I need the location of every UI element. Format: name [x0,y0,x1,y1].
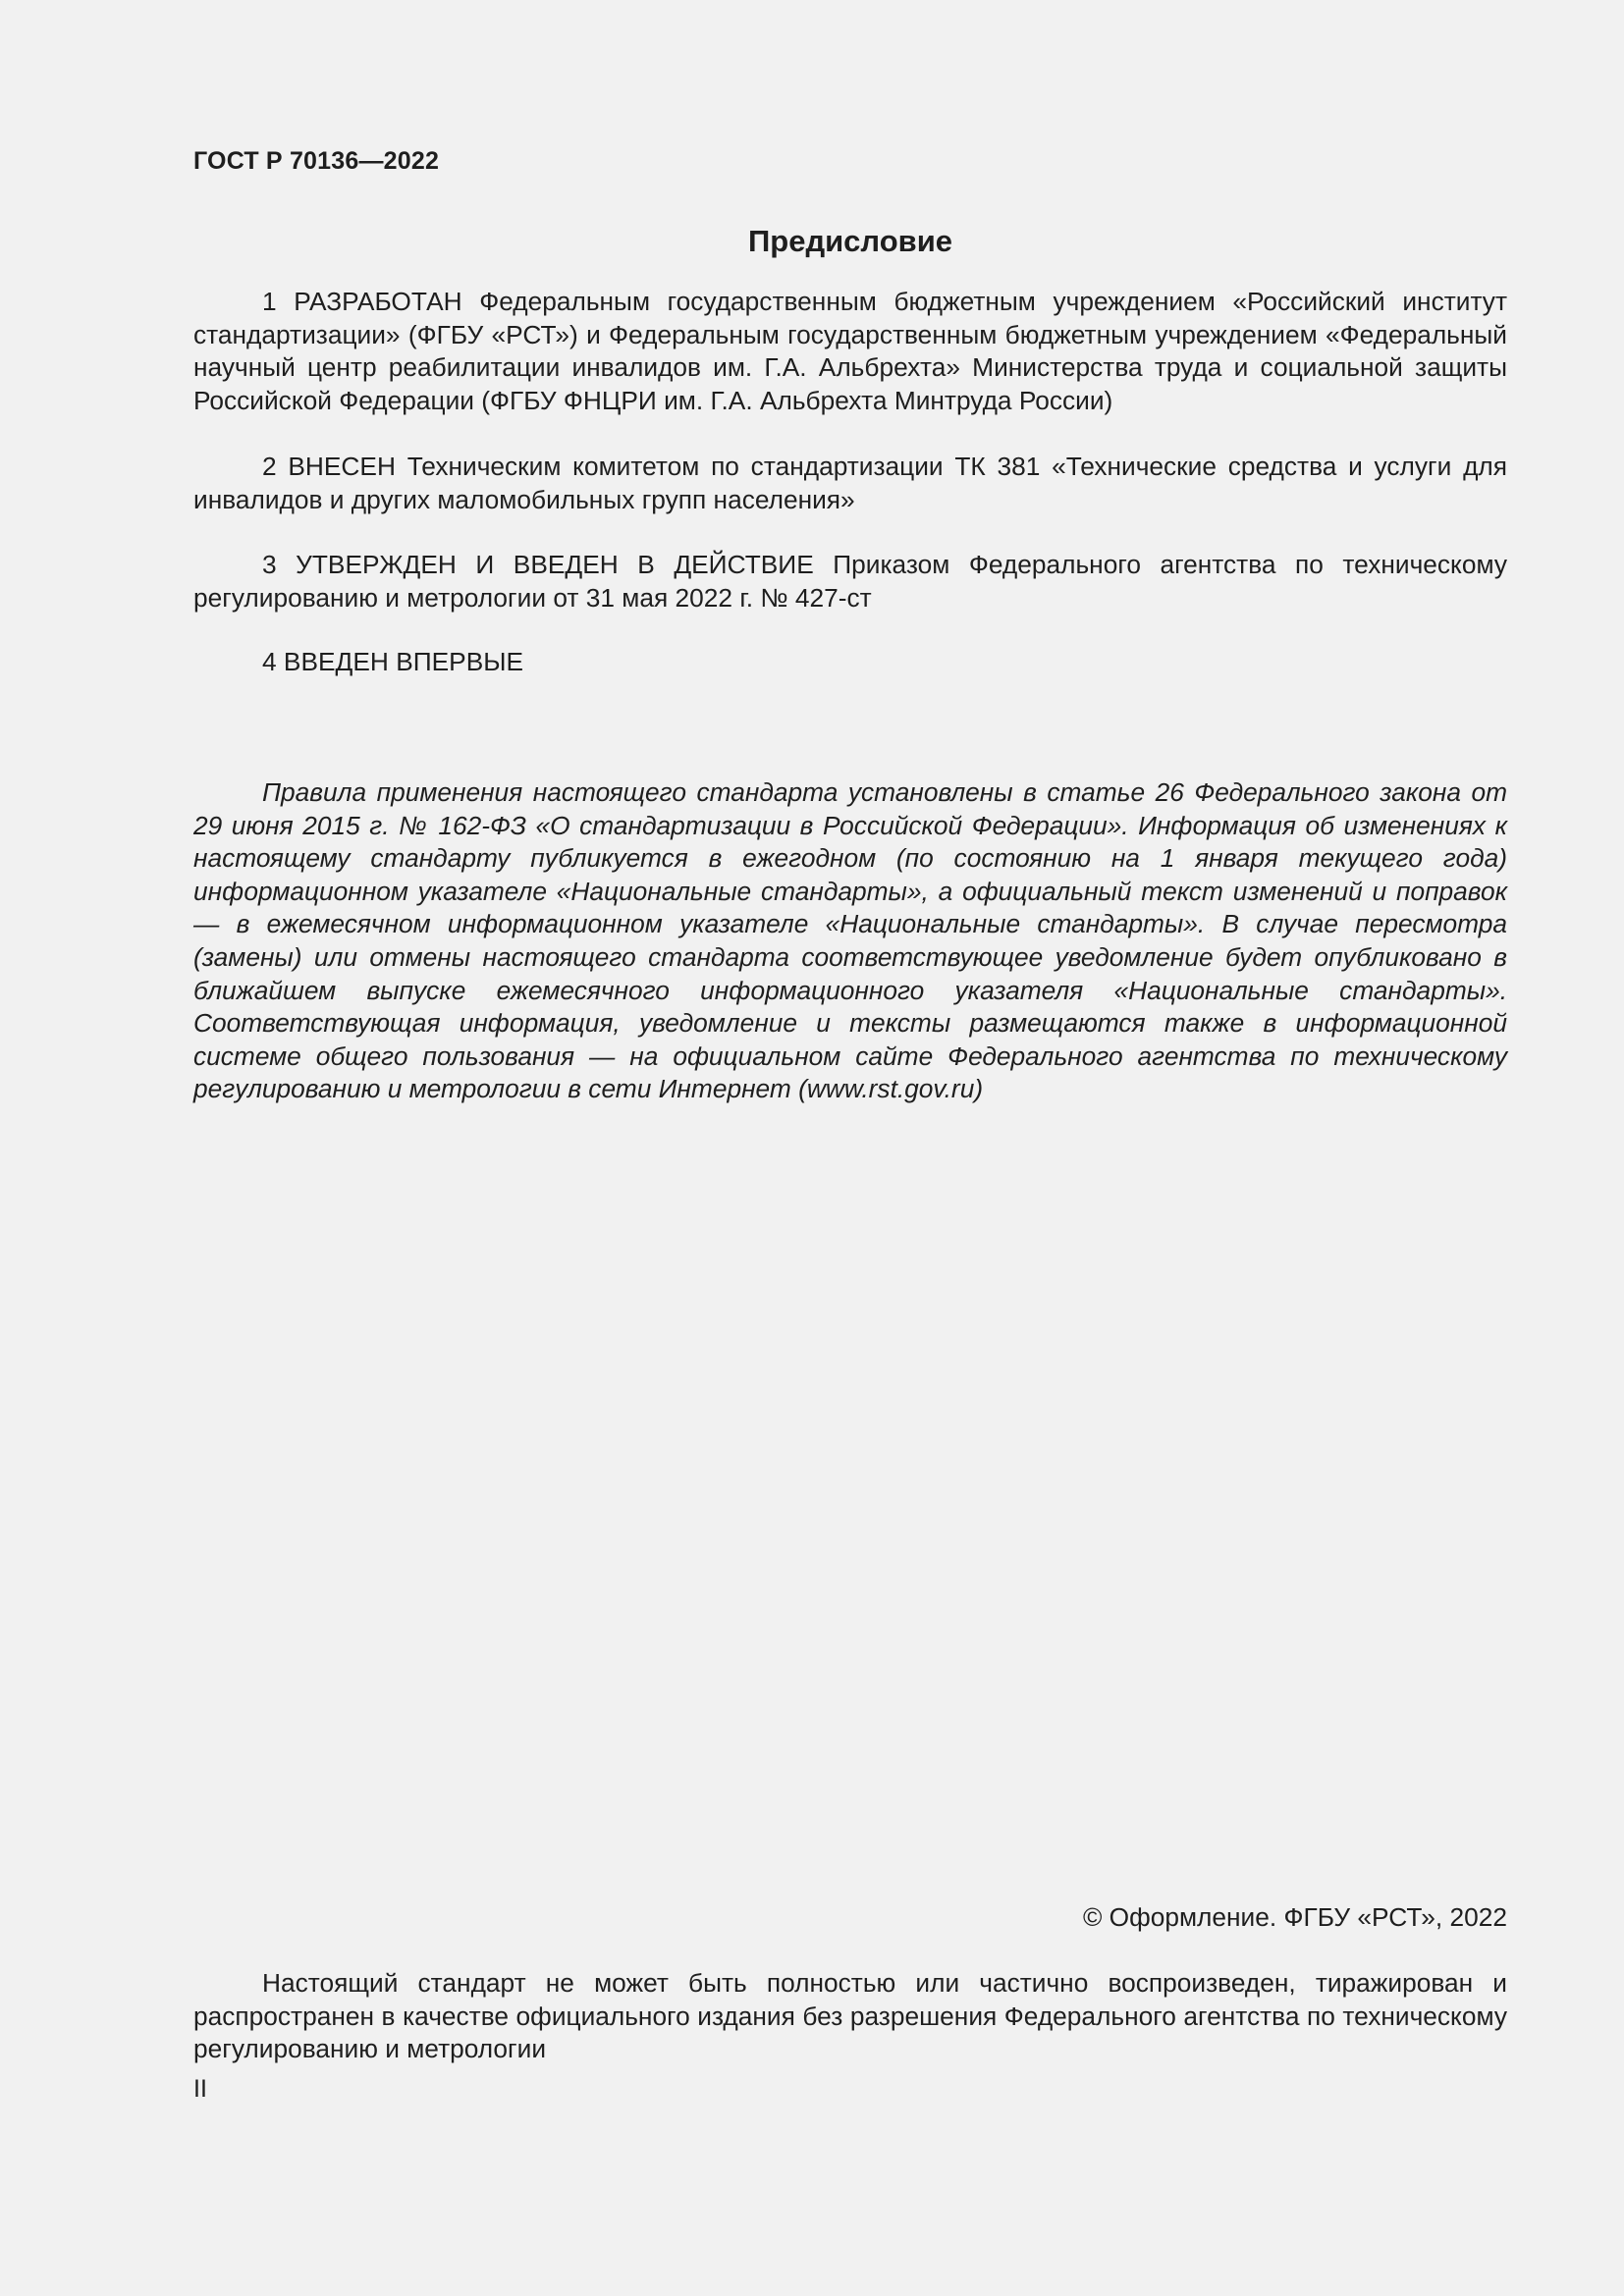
copyright-notice: © Оформление. ФГБУ «РСТ», 2022 [1082,1902,1507,1932]
rules-note: Правила применения настоящего стандарта установлены в статье 26 Федерального закона от 29 июня 2015 г. № 162-ФЗ «О стандартизации в Российской Федерации». Информация об изменениях к настоящему стандарту публикуется в ежегодном (по состоянию на 1 января текущего года) информационном указателе «Национальные стандарты», а официальный текст изменений и поправок — в ежемесячном информационном указателе «Национальные стандарты». В случае пересмотра (замены) или отмены настоящего стандарта соответствующее уведомление будет опубликовано в ближайшем выпуске ежемесячного информационного указателя «Национальные стандарты». Соответствующая информация, уведомление и тексты размещаются также в информационной системе общего пользования — на официальном сайте Федерального агентства по техническому регулированию и метрологии в сети Интернет (www.rst.gov.ru) [193,777,1507,1104]
foreword-item-3: 3 УТВЕРЖДЕН И ВВЕДЕН В ДЕЙСТВИЕ Приказом Федерального агентства по техническому регулированию и метрологии от 31 мая 2022 г. № 427-ст [193,550,1507,613]
page-title: Предисловие [747,224,952,258]
document-page [193,0,1507,2296]
foreword-item-1: 1 РАЗРАБОТАН Федеральным государственным бюджетным учреждением «Российский институт стандартизации» (ФГБУ «РСТ») и Федеральным государственным бюджетным учреждением «Федеральный научный центр реабилитации инвалидов им. Г.А. Альбрехта» Министерства труда и социальной защиты Российской Федерации (ФГБУ ФНЦРИ им. Г.А. Альбрехта Минтруда России) [193,287,1507,415]
page-number: II [193,2075,207,2103]
foreword-item-4: 4 ВВЕДЕН ВПЕРВЫЕ [262,647,524,676]
reproduction-note: Настоящий стандарт не может быть полностью или частично воспроизведен, тиражирован и распространен в качестве официального издания без разрешения Федерального агентства по техническому регулированию и метрологии [193,1968,1507,2064]
foreword-item-2: 2 ВНЕСЕН Техническим комитетом по стандартизации ТК 381 «Технические средства и услуги для инвалидов и других маломобильных групп населения» [193,452,1507,514]
document-code: ГОСТ Р 70136—2022 [193,147,440,175]
